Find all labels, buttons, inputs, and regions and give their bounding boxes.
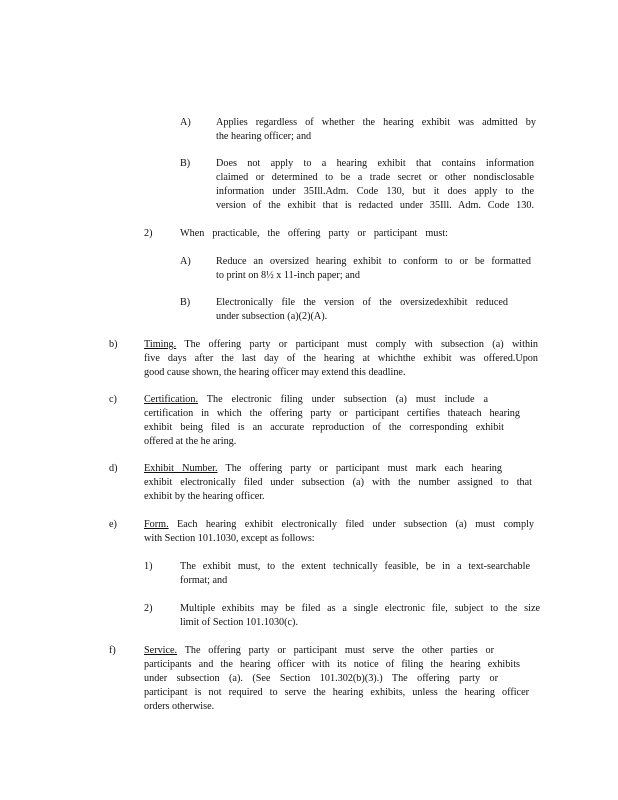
- item-text: Multiple exhibits may be filed as a single electronic file, subject to the size limit of Section 101.1030(c).: [180, 603, 540, 628]
- item-text: Applies regardless of whether the hearing exhibit was admitted by the hearing officer; and: [216, 117, 536, 142]
- item-label: b): [109, 339, 118, 350]
- item-label: B): [180, 158, 191, 169]
- item-label: e): [109, 519, 117, 530]
- item-text: The exhibit must, to the extent technically feasible, be in a text-searchable format; and: [180, 561, 530, 586]
- item-text: Timing. The offering party or participant must comply with subsection (a) within five days after the last day of the hearing at whichthe exhibit was offered.Upon good cause shown, the hearing officer may extend this deadline.: [144, 339, 538, 378]
- item-text: Form. Each hearing exhibit electronically filed under subsection (a) must comply with Section 101.1030, except as follows:: [144, 519, 535, 544]
- item-heading: Service.: [144, 645, 178, 656]
- item-heading: Form.: [144, 519, 169, 530]
- item-text: Service. The offering party or participant must serve the other parties or participants and the hearing officer with its notice of filing the hearing exhibits under subsection (a). (See Section 101.302(b)(3).) The offering party or participant is not required to serve the hearing exhibits, unless the hearing officer orders otherwise.: [144, 645, 529, 712]
- item-label: A): [180, 117, 191, 128]
- item-label: 1): [144, 561, 153, 572]
- item-label: A): [180, 256, 191, 267]
- item-label: f): [109, 645, 116, 656]
- item-label: 2): [144, 228, 153, 239]
- item-text: When practicable, the offering party or participant must:: [180, 228, 448, 239]
- item-label: 2): [144, 603, 153, 614]
- item-heading: Exhibit Number.: [144, 463, 218, 474]
- item-label: B): [180, 297, 191, 308]
- item-heading: Certification.: [144, 394, 199, 405]
- item-heading: Timing.: [144, 339, 177, 350]
- item-text: Reduce an oversized hearing exhibit to conform to or be formatted to print on 8½ x 11-inch paper; and: [216, 256, 531, 281]
- item-text: Exhibit Number. The offering party or participant must mark each hearing exhibit electronically filed under subsection (a) with the number assigned to that exhibit by the hearing officer.: [144, 463, 532, 502]
- item-text: Electronically file the version of the oversizedexhibit reduced under subsection (a)(2)(A).: [216, 297, 508, 322]
- item-text: Certification. The electronic filing under subsection (a) must include a certification in which the offering party or participant certifies thateach hearing exhibit being filed is an accurate reproduction of the corresponding exhibit offered at the he aring.: [144, 394, 520, 447]
- item-label: c): [109, 394, 117, 405]
- item-label: d): [109, 463, 118, 474]
- item-text: Does not apply to a hearing exhibit that contains information claimed or determined to be a trade secret or other nondisclosable information under 35Ill.Adm. Code 130, but it does apply to the version of the exhibit that is redacted under 35Ill. Adm. Code 130.: [216, 158, 534, 211]
